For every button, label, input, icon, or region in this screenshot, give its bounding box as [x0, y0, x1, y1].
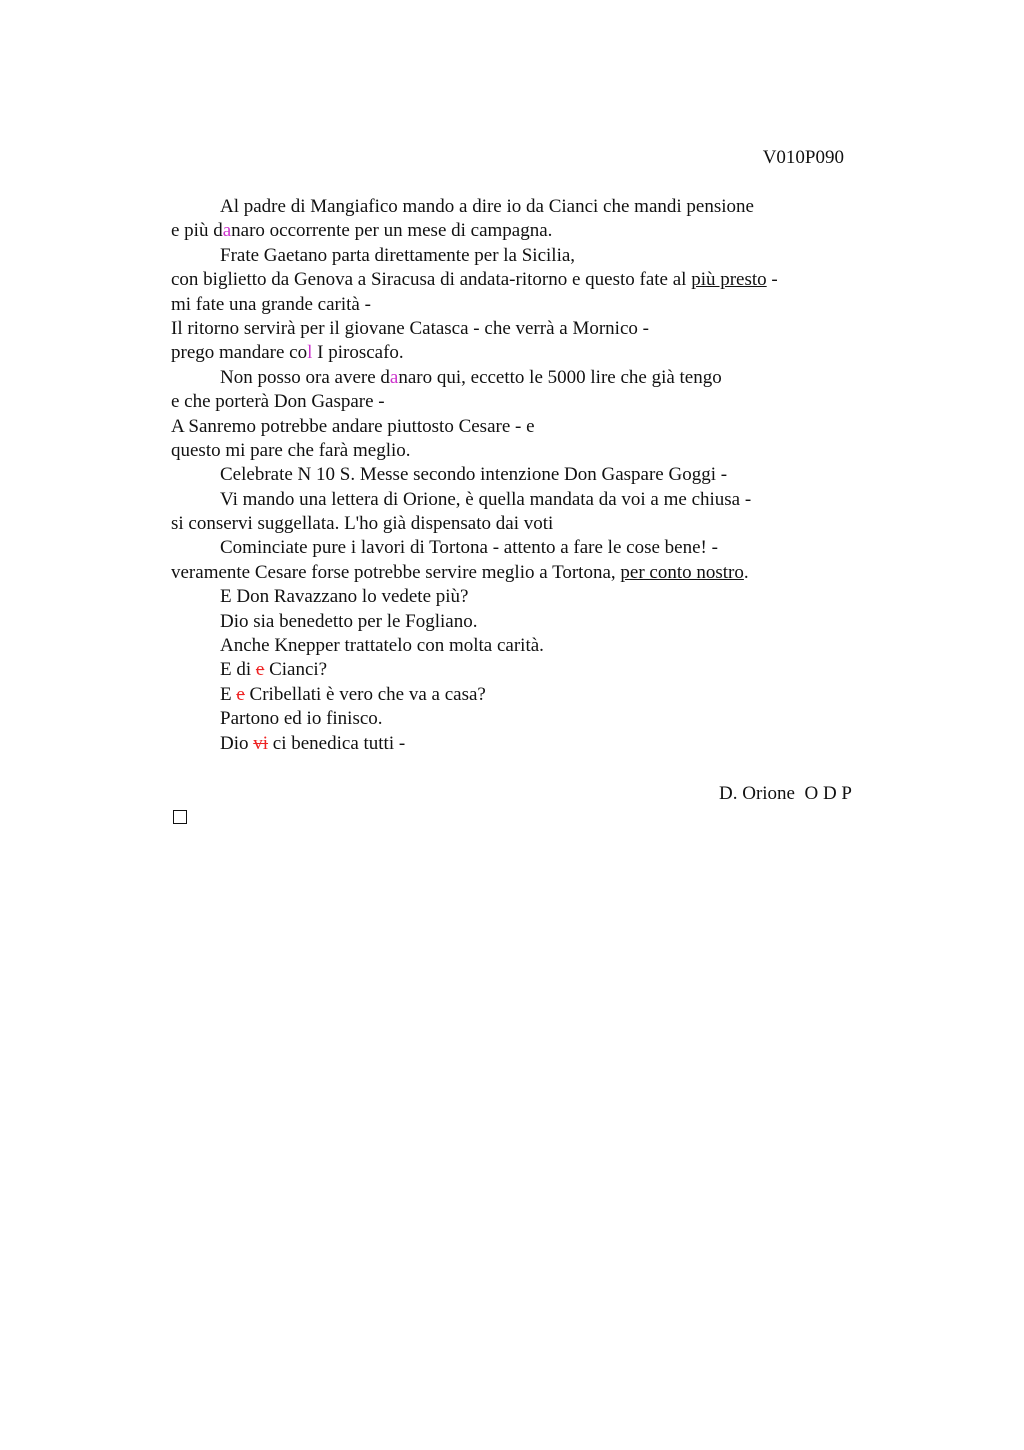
letter-line-17: E Don Ravazzano lo vedete più? — [220, 586, 469, 608]
letter-line-9: e che porterà Don Gaspare - — [171, 391, 385, 413]
letter-line-23 — [171, 732, 861, 756]
text-fragment: Cribellati è vero che va a casa? — [244, 683, 486, 705]
signature: D. Orione O D P — [719, 783, 852, 804]
empty-square-icon — [173, 810, 187, 824]
letter-line-19: Anche Knepper trattatelo con molta carità. — [220, 635, 544, 657]
letter-line-1: Al padre di Mangiafico mando a dire io da Cianci che mandi pensione — [220, 196, 754, 217]
letter-line-15: Cominciate pure i lavori di Tortona - attento a fare le cose bene! - — [220, 537, 718, 559]
inserted-letter: l — [307, 342, 313, 364]
text-fragment: Cianci? — [264, 659, 328, 681]
letter-line-22: Partono ed io finisco. — [220, 708, 383, 730]
letter-line-20 — [171, 658, 861, 682]
text-fragment: . — [743, 561, 749, 583]
letter-line-13: Vi mando una lettera di Orione, è quella mandata da voi a me chiusa - — [220, 488, 752, 510]
text-fragment: ci benedica tutti - — [268, 732, 406, 754]
letter-line-21 — [171, 683, 861, 707]
letter-line-12: Celebrate N 10 S. Messe secondo intenzione Don Gaspare Goggi - — [220, 464, 728, 486]
inserted-letter: a — [389, 366, 399, 388]
struck-letter: e — [236, 683, 245, 705]
text-fragment: E di — [220, 659, 256, 681]
letter-line-2 — [171, 219, 861, 243]
text-fragment: Non posso ora avere d — [220, 366, 390, 388]
text-fragment: E — [220, 683, 237, 705]
letter-line-18: Dio sia benedetto per le Fogliano. — [220, 610, 478, 632]
letter-line-10: A Sanremo potrebbe andare piuttosto Cesare - e — [171, 415, 535, 437]
text-fragment: I piroscafo. — [312, 342, 404, 364]
letter-line-16 — [171, 561, 861, 585]
letter-line-7 — [171, 341, 861, 365]
page-id: V010P090 — [762, 147, 844, 168]
letter-line-3: Frate Gaetano parta direttamente per la Sicilia, — [220, 244, 576, 266]
struck-letter: e — [255, 659, 265, 681]
underlined-phrase: più presto — [691, 269, 767, 291]
text-fragment: Dio — [220, 732, 254, 754]
inserted-letter: a — [222, 220, 232, 242]
letter-line-11: questo mi pare che farà meglio. — [171, 439, 411, 461]
text-fragment: e più d — [171, 220, 223, 242]
letter-line-6: Il ritorno servirà per il giovane Catasca - che verrà a Mornico - — [171, 317, 649, 339]
letter-body — [171, 195, 861, 756]
letter-line-5: mi fate una grande carità - — [171, 293, 371, 315]
letter-line-4 — [171, 268, 861, 292]
letter-line-14: si conservi suggellata. L'ho già dispensato dai voti — [171, 513, 554, 535]
text-fragment: veramente Cesare forse potrebbe servire meglio a Tortona, — [171, 561, 621, 583]
text-fragment: naro occorrente per un mese di campagna. — [231, 220, 553, 242]
text-fragment: prego mandare co — [171, 342, 308, 364]
text-fragment: naro qui, eccetto le 5000 lire che già tengo — [398, 366, 722, 388]
struck-word: vi — [253, 732, 269, 754]
text-fragment: con biglietto da Genova a Siracusa di andata-ritorno e questo fate al — [171, 269, 692, 291]
underlined-phrase: per conto nostro — [620, 561, 744, 583]
letter-line-8 — [171, 366, 861, 390]
text-fragment: - — [766, 269, 778, 291]
